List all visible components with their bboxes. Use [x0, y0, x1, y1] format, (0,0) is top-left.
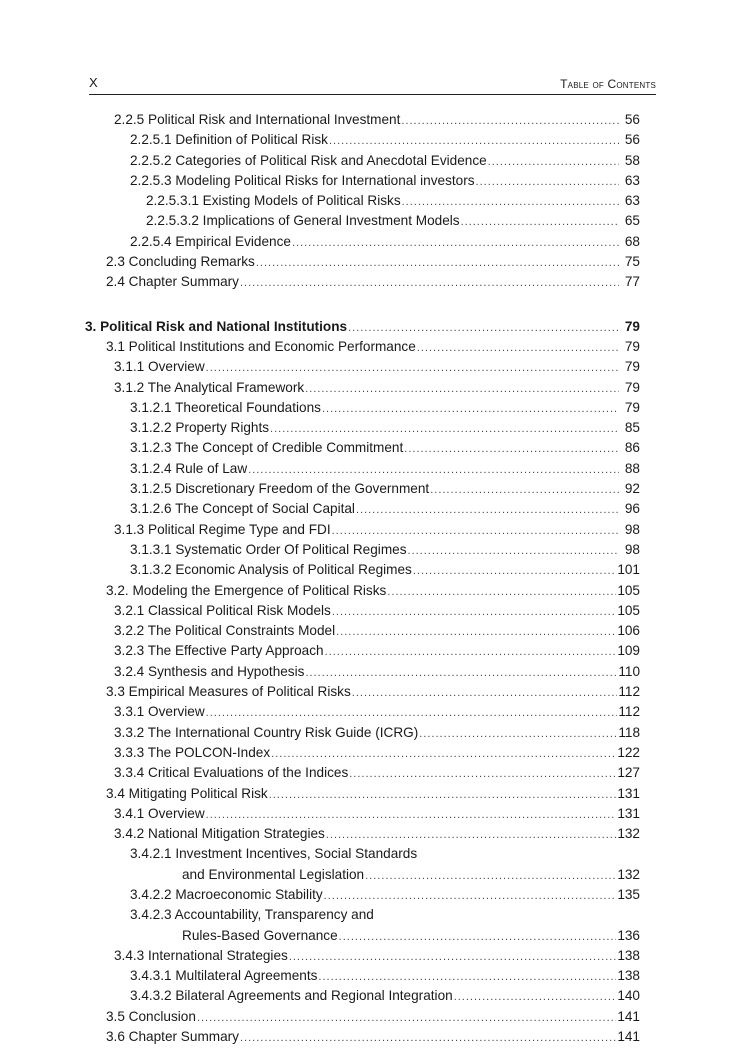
toc-entry: 3.1.2.3 The Concept of Credible Commitment ..... 86 — [106, 438, 640, 458]
toc-entry: 2.2.5.4 Empirical Evidence ..... 68 — [106, 232, 640, 252]
toc-entry: 3.1 Political Institutions and Economic Performance ..... 79 — [106, 337, 640, 357]
toc-entry: 3.4.2 National Mitigation Strategies ..... 132 — [106, 824, 640, 844]
toc-entry: 3.2.3 The Effective Party Approach ..... 109 — [106, 641, 640, 661]
toc-entry-line1: 3.4.2.1 Investment Incentives, Social Standards — [130, 846, 418, 862]
toc-entry: 2.2.5.3.2 Implications of General Investment Models ..... 65 — [106, 211, 640, 231]
toc-entry: 3.1.2.4 Rule of Law ..... 88 — [106, 459, 640, 479]
toc-entry: 2.4 Chapter Summary ..... 77 — [106, 272, 640, 292]
toc-entry: 3.1.2.2 Property Rights ..... 85 — [106, 418, 640, 438]
toc-entry: 3.4.3.1 Multilateral Agreements ..... 138 — [106, 966, 640, 986]
toc-entry: 2.2.5.2 Categories of Political Risk and Anecdotal Evidence ..... 58 — [106, 151, 640, 171]
toc-entry: 3.1.2.1 Theoretical Foundations ..... 79 — [106, 398, 640, 418]
toc-entry: 3.4 Mitigating Political Risk ..... 131 — [106, 784, 640, 804]
toc-entry: and Environmental Legislation ..... 132 — [106, 865, 640, 885]
toc-entry: 3.1.2.5 Discretionary Freedom of the Government ..... 92 — [106, 479, 640, 499]
toc-entry: 3.4.3 International Strategies ..... 138 — [106, 946, 640, 966]
toc-entry: 3.5 Conclusion ..... 141 — [106, 1007, 640, 1027]
toc-entry: 3.2. Modeling the Emergence of Political Risks ..... 105 — [106, 581, 640, 601]
toc-entry: 2.3 Concluding Remarks ..... 75 — [106, 252, 640, 272]
toc-entry: 3.1.3.2 Economic Analysis of Political Regimes ..... 101 — [106, 560, 640, 580]
chapter-heading: 3. Political Risk and National Institutions ..... 79 — [85, 317, 640, 337]
toc-entry: 3.4.1 Overview ..... 131 — [106, 804, 640, 824]
toc-entry: 3.2.4 Synthesis and Hypothesis ..... 110 — [106, 662, 640, 682]
toc-entry: 3.1.3 Political Regime Type and FDI ..... 98 — [106, 520, 640, 540]
toc-entry: 3.4.3.2 Bilateral Agreements and Regional Integration ..... 140 — [106, 986, 640, 1006]
toc-entry: 3.1.2.6 The Concept of Social Capital ..... 96 — [106, 499, 640, 519]
toc-entry: 3.3 Empirical Measures of Political Risks ..... 112 — [106, 682, 640, 702]
toc-entry: 2.2.5.1 Definition of Political Risk ..... 56 — [106, 130, 640, 150]
toc-entry: 2.2.5 Political Risk and International Investment ..... 56 — [106, 110, 640, 130]
toc-entry: 3.1.3.1 Systematic Order Of Political Regimes ..... 98 — [106, 540, 640, 560]
toc-entry: 3.3.3 The POLCON-Index ..... 122 — [106, 743, 640, 763]
toc-entry: 2.2.5.3.1 Existing Models of Political Risks ..... 63 — [106, 191, 640, 211]
running-header — [89, 74, 656, 95]
toc-entry: 3.4.2.2 Macroeconomic Stability ..... 135 — [106, 885, 640, 905]
table-of-contents — [85, 110, 640, 1047]
toc-entry: 3.3.2 The International Country Risk Guide (ICRG) ..... 118 — [106, 723, 640, 743]
toc-entry: 3.1.1 Overview ..... 79 — [106, 357, 640, 377]
toc-entry: 3.3.1 Overview ..... 112 — [106, 702, 640, 722]
running-title: Table of Contents — [560, 77, 656, 91]
toc-entry: 3.6 Chapter Summary ..... 141 — [106, 1027, 640, 1047]
toc-entry-line1: 3.4.2.3 Accountability, Transparency and — [130, 907, 374, 923]
toc-entry: 3.1.2 The Analytical Framework ..... 79 — [106, 378, 640, 398]
page-number: X — [89, 75, 98, 90]
toc-entry: 2.2.5.3 Modeling Political Risks for International investors ..... 63 — [106, 171, 640, 191]
toc-entry: 3.3.4 Critical Evaluations of the Indices ..... 127 — [106, 763, 640, 783]
toc-entry: Rules-Based Governance ..... 136 — [106, 926, 640, 946]
toc-entry: 3.2.2 The Political Constraints Model ..... 106 — [106, 621, 640, 641]
toc-entry: 3.2.1 Classical Political Risk Models ..... 105 — [106, 601, 640, 621]
